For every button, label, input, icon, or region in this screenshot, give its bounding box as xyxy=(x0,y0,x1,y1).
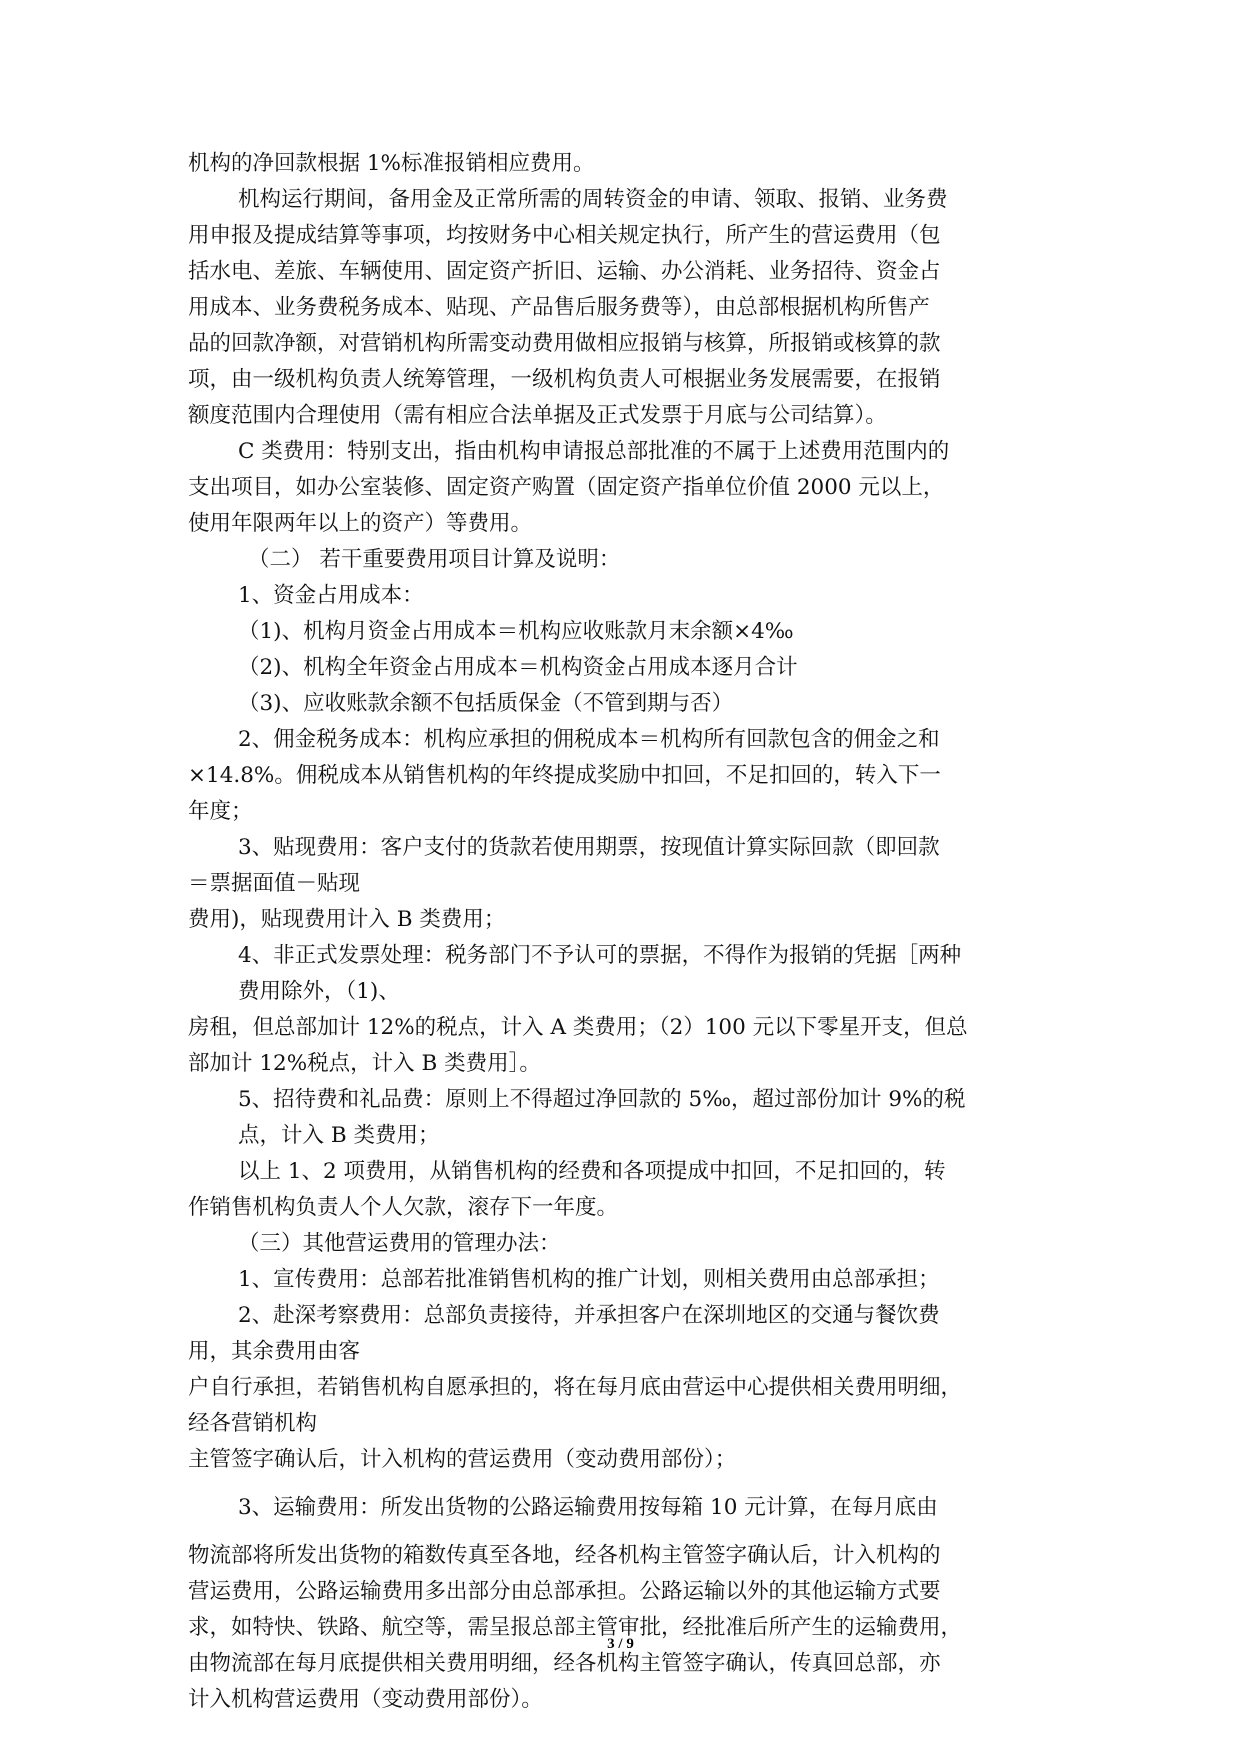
text-line: （3)、应收账款余额不包括质保金（不管到期与否） xyxy=(238,691,734,716)
text-line: 点，计入 B 类费用； xyxy=(238,1123,440,1148)
text-line: 作销售机构负责人个人欠款，滚存下一年度。 xyxy=(188,1195,619,1220)
text-line: 使用年限两年以上的资产）等费用。 xyxy=(188,511,533,536)
text-line: ＝票据面值－贴现 xyxy=(188,871,361,896)
section-heading: （二） 若干重要费用项目计算及说明： xyxy=(248,547,621,572)
text-line: 费用除外，（1)、 xyxy=(238,979,400,1004)
text-line: 4、非正式发票处理：税务部门不予认可的票据，不得作为报销的凭据［两种 xyxy=(238,943,962,968)
section-heading: （三）其他营运费用的管理办法： xyxy=(238,1231,561,1256)
text-line: 括水电、差旅、车辆使用、固定资产折旧、运输、办公消耗、业务招待、资金占 xyxy=(188,259,941,284)
text-line: 年度； xyxy=(188,799,253,824)
text-line: 主管签字确认后，计入机构的营运费用（变动费用部份）； xyxy=(188,1447,737,1472)
text-line: 2、赴深考察费用：总部负责接待，并承担客户在深圳地区的交通与餐饮费 xyxy=(238,1303,940,1328)
text-line: 以上 1、2 项费用，从销售机构的经费和各项提成中扣回，不足扣回的，转 xyxy=(238,1159,946,1184)
text-line: 部加计 12%税点，计入 B 类费用］。 xyxy=(188,1051,541,1076)
text-line: 用申报及提成结算等事项，均按财务中心相关规定执行，所产生的营运费用（包 xyxy=(188,223,941,248)
text-line: 3、运输费用：所发出货物的公路运输费用按每箱 10 元计算，在每月底由 xyxy=(238,1495,938,1520)
text-line: 房租，但总部加计 12%的税点，计入 A 类费用；（2）100 元以下零星开支，但总 xyxy=(188,1015,968,1040)
text-line: 项，由一级机构负责人统筹管理，一级机构负责人可根据业务发展需要，在报销 xyxy=(188,367,941,392)
text-line: 机构的净回款根据 1%标准报销相应费用。 xyxy=(188,151,595,176)
text-line: 经各营销机构 xyxy=(188,1411,318,1436)
text-line: 费用)，贴现费用计入 B 类费用； xyxy=(188,907,506,932)
text-line: 1、资金占用成本： xyxy=(238,583,424,608)
text-line: 物流部将所发出货物的箱数传真至各地，经各机构主管签字确认后，计入机构的 xyxy=(188,1543,941,1568)
page-number: 3 / 9 xyxy=(607,1636,634,1652)
text-line: （1)、机构月资金占用成本＝机构应收账款月末余额×4‰ xyxy=(238,619,794,644)
text-line: 计入机构营运费用（变动费用部份）。 xyxy=(188,1687,543,1712)
text-line: 由物流部在每月底提供相关费用明细，经各机构主管签字确认，传真回总部，亦 xyxy=(188,1651,941,1676)
text-line: 机构运行期间，备用金及正常所需的周转资金的申请、领取、报销、业务费 xyxy=(238,187,948,212)
text-line: （2)、机构全年资金占用成本＝机构资金占用成本逐月合计 xyxy=(238,655,798,680)
text-line: 营运费用，公路运输费用多出部分由总部承担。公路运输以外的其他运输方式要 xyxy=(188,1579,941,1604)
text-line: ×14.8%。佣税成本从销售机构的年终提成奖励中扣回，不足扣回的，转入下一 xyxy=(188,763,941,788)
text-line: 用，其余费用由客 xyxy=(188,1339,361,1364)
text-line: 5、招待费和礼品费：原则上不得超过净回款的 5‰，超过部份加计 9%的税 xyxy=(238,1087,966,1112)
text-line: C 类费用：特别支出，指由机构申请报总部批准的不属于上述费用范围内的 xyxy=(238,439,950,464)
text-line: 3、贴现费用：客户支付的货款若使用期票，按现值计算实际回款（即回款 xyxy=(238,835,940,860)
text-line: 用成本、业务费税务成本、贴现、产品售后服务费等），由总部根据机构所售产 xyxy=(188,295,930,320)
text-line: 额度范围内合理使用（需有相应合法单据及正式发票于月底与公司结算）。 xyxy=(188,403,887,428)
text-line: 2、佣金税务成本：机构应承担的佣税成本＝机构所有回款包含的佣金之和 xyxy=(238,727,940,752)
text-line: 求，如特快、铁路、航空等，需呈报总部主管审批，经批准后所产生的运输费用， xyxy=(188,1615,963,1640)
text-line: 1、宣传费用：总部若批准销售机构的推广计划，则相关费用由总部承担； xyxy=(238,1267,940,1292)
text-line: 品的回款净额，对营销机构所需变动费用做相应报销与核算，所报销或核算的款 xyxy=(188,331,941,356)
document-body xyxy=(188,146,1056,1718)
text-line: 支出项目，如办公室装修、固定资产购置（固定资产指单位价值 2000 元以上， xyxy=(188,475,945,500)
text-line: 户自行承担，若销售机构自愿承担的，将在每月底由营运中心提供相关费用明细， xyxy=(188,1375,963,1400)
